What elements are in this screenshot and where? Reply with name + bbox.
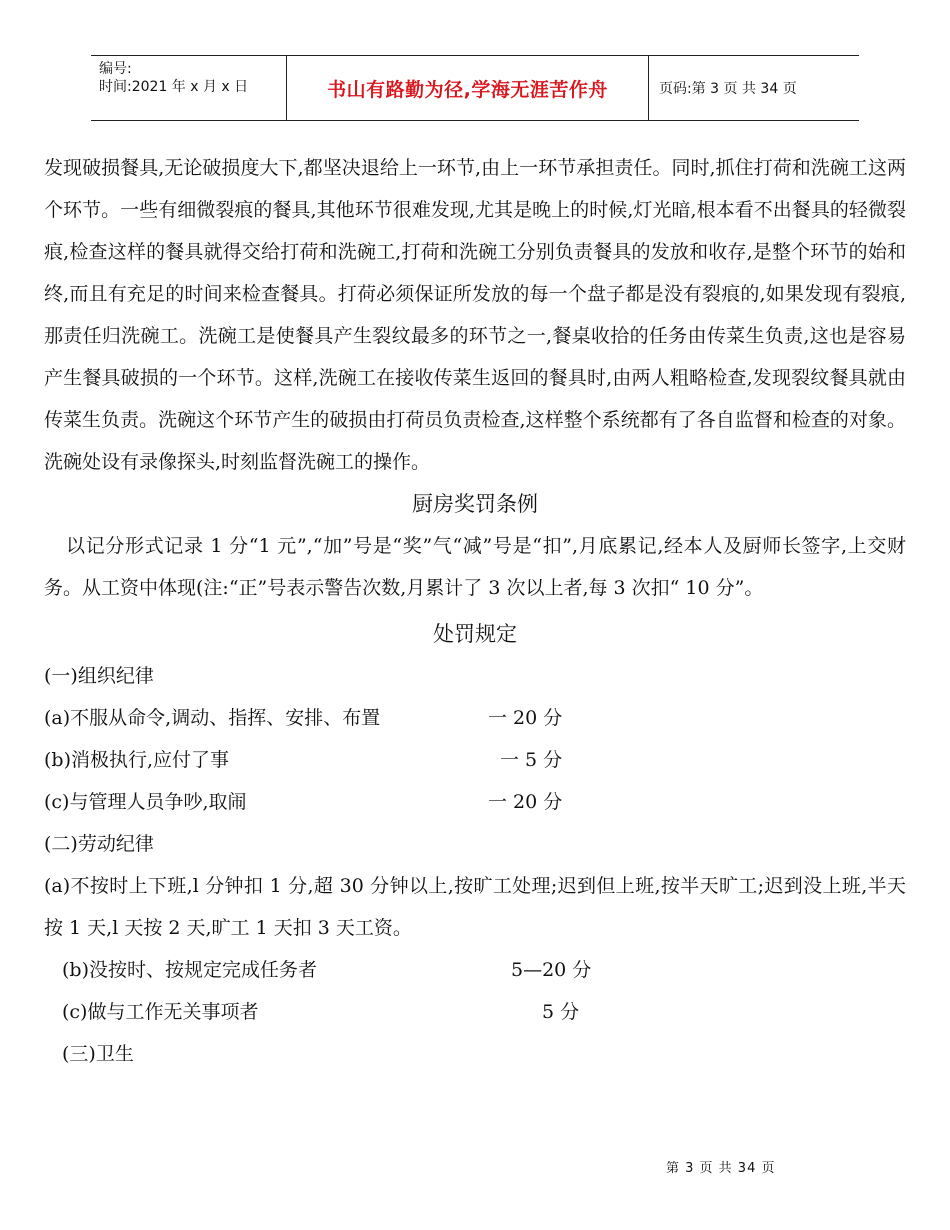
rewards-title: 厨房奖罚条例: [412, 492, 538, 516]
rule-label: (b)没按时、按规定完成任务者: [62, 959, 317, 981]
section-labor: [44, 823, 906, 865]
rule-points: 一 20 分: [488, 707, 563, 729]
rule-item: [44, 949, 906, 991]
header-slogan: 书山有路勤为径,学海无涯苦作舟: [287, 56, 649, 120]
doc-number-label: 编号:: [99, 61, 132, 77]
rule-item: [44, 697, 906, 739]
rule-points: 5—20 分: [511, 959, 592, 981]
rule-points: 5 分: [542, 1001, 580, 1023]
rule-label: (a)不服从命令,调动、指挥、安排、布置: [44, 707, 381, 729]
section-title: (三)卫生: [62, 1043, 134, 1065]
rule-label: (c)做与工作无关事项者: [62, 1001, 259, 1023]
rule-label: (b)消极执行,应付了事: [44, 749, 230, 771]
rule-item-long: (a)不按时上下班,l 分钟扣 1 分,超 30 分钟以上,按旷工处理;迟到但上班,按半天旷工;迟到没上班,半天按 1 天,l 天按 2 天,旷工 1 天扣 3 天工资。: [44, 875, 906, 939]
header-page-label: 页码:第 3 页 共 34 页: [659, 81, 797, 97]
section-title: (一)组织纪律: [44, 665, 154, 687]
doc-time-label: 时间:2021 年 x 月 x 日: [99, 79, 249, 95]
document-header: [91, 55, 859, 121]
penalty-title: 处罚规定: [433, 622, 517, 646]
intro-paragraph: 发现破损餐具,无论破损度大下,都坚决退给上一环节,由上一环节承担责任。同时,抓住打荷和洗碗工这两个环节。一些有细微裂痕的餐具,其他环节很难发现,尤其是晚上的时候,灯光暗,根本看不出餐具的轻微裂痕,检查这样的餐具就得交给打荷和洗碗工,打荷和洗碗工分别负责餐具的发放和收存,是整个环节的始和终,而且有充足的时间来检查餐具。打荷必须保证所发放的每一个盘子都是没有裂痕的,如果发现有裂痕,那责任归洗碗工。洗碗工是使餐具产生裂纹最多的环节之一,餐桌收拾的任务由传菜生负责,这也是容易产生餐具破损的一个环节。这样,洗碗工在接收传菜生返回的餐具时,由两人粗略检查,发现裂纹餐具就由传菜生负责。洗碗这个环节产生的破损由打荷员负责检查,这样整个系统都有了各自监督和检查的对象。洗碗处设有录像探头,时刻监督洗碗工的操作。: [44, 157, 906, 473]
rule-item: [44, 991, 906, 1033]
header-meta: [91, 56, 287, 120]
document-body: [44, 147, 906, 1075]
rule-item: [44, 781, 906, 823]
page-footer: 第 3 页 共 34 页: [666, 1161, 776, 1176]
rewards-paragraph: 以记分形式记录 1 分“1 元”,“加”号是“奖”气“减”号是“扣”,月底累记,经本人及厨师长签字,上交财务。从工资中体现(注:“正”号表示警告次数,月累计了 3 次以上者,每 3 次扣“ 10 分”。: [44, 535, 906, 599]
rule-points: 一 5 分: [500, 749, 563, 771]
section-hygiene: [44, 1033, 906, 1075]
rule-label: (c)与管理人员争吵,取闹: [44, 791, 247, 813]
rule-item: [44, 739, 906, 781]
rule-points: 一 20 分: [488, 791, 563, 813]
section-title: (二)劳动纪律: [44, 833, 154, 855]
section-organization: [44, 655, 906, 697]
